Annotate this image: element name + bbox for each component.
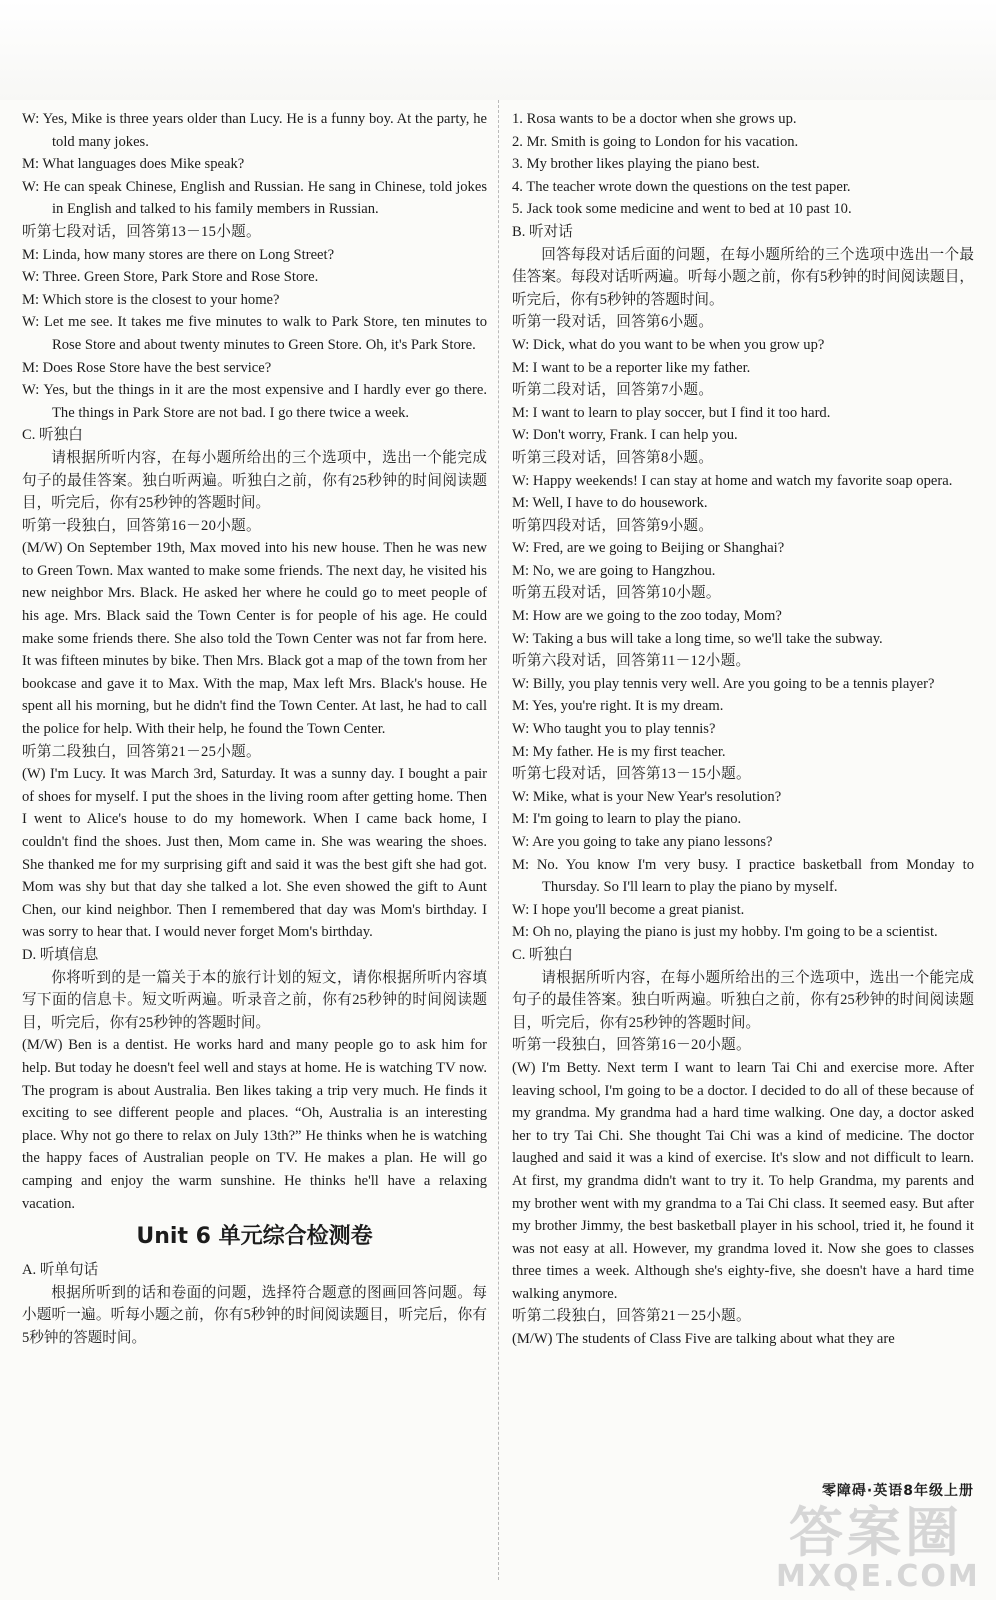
numbered-sentence: 2. Mr. Smith is going to London for his vacation. (512, 133, 799, 150)
section-heading: D. 听填信息 (22, 946, 99, 963)
instruction-paragraph: 回答每段对话后面的问题，在每小题所给的三个选项中选出一个最佳答案。每段对话听两遍。听每小题之前，你有5秒钟的时间阅读题目，听完后，你有5秒钟的答题时间。 (512, 246, 974, 308)
dialogue-line: M: Oh no, playing the piano is just my hobby. I'm going to be a scientist. (512, 924, 938, 941)
dialogue-line: M: I want to learn to play soccer, but I find it too hard. (512, 404, 831, 421)
prompt-line: 听第一段对话，回答第6小题。 (512, 314, 714, 331)
dialogue-line: W: Who taught you to play tennis? (512, 721, 716, 738)
dialogue-line: W: Taking a bus will take a long time, so we'll take the subway. (512, 630, 883, 647)
numbered-sentence: 5. Jack took some medicine and went to bed at 10 past 10. (512, 201, 852, 218)
dialogue-line: M: No. You know I'm very busy. I practice basketball from Monday to Thursday. So I'll learn to play the piano by myself. (512, 856, 974, 896)
section-heading: B. 听对话 (512, 223, 573, 240)
monologue-paragraph: (W) I'm Betty. Next term I want to learn Tai Chi and exercise more. After leaving school, I'm going to be a doctor. I decided to do all of these because of my grandma. My grandma had a hard time walking. One day, a doctor asked her to try Tai Chi. She thought Tai Chi was a kind of medicine. The doctor laughed and said it was a kind of exercise. It's slow and not difficult to learn. At first, my grandma didn't want to try it. To help Grandma, my parents and my brother went with my grandma to a Tai Chi class. It seemed easy. But after my brother Jimmy, the best basketball player in his school, tried it, he found it was not easy at all. However, my grandma loved it. Now she goes to classes three times a week. Although she's eighty-five, she doesn't have a hard time walking anymore. (512, 1059, 974, 1302)
prompt-line: 听第五段对话，回答第10小题。 (512, 585, 721, 602)
prompt-line: 听第一段独白，回答第16－20小题。 (22, 517, 261, 534)
unit-title: Unit 6 单元综合检测卷 (136, 1224, 373, 1250)
prompt-line: 听第四段对话，回答第9小题。 (512, 517, 714, 534)
instruction-paragraph: 你将听到的是一篇关于本的旅行计划的短文，请你根据所听内容填写下面的信息卡。短文听两遍。听录音之前，你有25秒钟的时间阅读题目，听完后，你有25秒钟的答题时间。 (22, 969, 487, 1031)
prompt-line: 听第七段对话，回答第13－15小题。 (22, 223, 261, 240)
numbered-sentence: 1. Rosa wants to be a doctor when she grows up. (512, 111, 797, 127)
dialogue-line: M: Which store is the closest to your home? (22, 291, 280, 308)
dialogue-line: W: Let me see. It takes me five minutes to walk to Park Store, ten minutes to Rose Store and about twenty minutes to Green Store. Oh, it's Park Store. (22, 314, 487, 353)
dialogue-line: W: Dick, what do you want to be when you grow up? (512, 336, 825, 353)
prompt-line: 听第二段独白，回答第21－25小题。 (22, 743, 261, 760)
dialogue-line: M: I want to be a reporter like my father. (512, 359, 751, 376)
dialogue-line: W: Yes, Mike is three years older than Lucy. He is a funny boy. At the party, he told many jokes. (22, 111, 487, 150)
numbered-sentence: 4. The teacher wrote down the questions on the test paper. (512, 178, 851, 195)
dialogue-line: M: I'm going to learn to play the piano. (512, 811, 742, 828)
dialogue-line: M: How are we going to the zoo today, Mom? (512, 608, 782, 625)
instruction-paragraph: 请根据所听内容，在每小题所给出的三个选项中，选出一个能完成句子的最佳答案。独白听两遍。听独白之前，你有25秒钟的时间阅读题目，听完后，你有25秒钟的答题时间。 (512, 969, 974, 1031)
monologue-paragraph: (M/W) On September 19th, Max moved into his new house. Then he was new to Green Town. Max wanted to make some friends. The next day, he visited his new neighbor Mrs. Black. He asked her where he could go to meet people of his age. Mrs. Black said the Town Center is for people of his age. He could make some friends there. She also told the Town Center was not far from here. It was fifteen minutes by bike. Then Mrs. Black got a map of the town from her bookcase and gave it to Max. With the map, Max left Mrs. Black's house. He spent all his morning, but he didn't find the Town Center. At last, he had to call the police for help. With their help, he found the Town Center. (22, 540, 487, 738)
prompt-line: 听第六段对话，回答第11－12小题。 (512, 653, 751, 670)
section-heading: C. 听独白 (22, 427, 83, 444)
left-column (22, 108, 487, 1349)
monologue-paragraph: (W) I'm Lucy. It was March 3rd, Saturday. It was a sunny day. I bought a pair of shoes for myself. I put the shoes in the living room after getting home. Then I went to Alice's house to do my homework. When I came back home, I couldn't find the shoes. Just then, Mom came in. She was wearing the shoes. She thanked me for my surprising gift and said it was the best gift she had got. Mom was shy but that day she talked a lot. She even showed the gift to Aunt Chen, our kind neighbor. Then I remembered that day was Mom's birthday. I was sorry to hear that. I would never forget Mom's birthday. (22, 766, 487, 941)
dialogue-line: M: My father. He is my first teacher. (512, 743, 726, 760)
scan-header-band (0, 0, 996, 100)
prompt-line: 听第七段对话，回答第13－15小题。 (512, 766, 751, 783)
dialogue-line: W: Yes, but the things in it are the most expensive and I hardly ever go there. The things in Park Store are not bad. I go there twice a week. (22, 382, 487, 421)
dialogue-line: M: No, we are going to Hangzhou. (512, 562, 716, 579)
dialogue-line: W: Billy, you play tennis very well. Are you going to be a tennis player? (512, 675, 935, 692)
monologue-paragraph: (M/W) The students of Class Five are talking about what they are (512, 1331, 895, 1348)
dialogue-line: W: I hope you'll become a great pianist. (512, 901, 745, 918)
column-divider (498, 100, 499, 1580)
prompt-line: 听第二段独白，回答第21－25小题。 (512, 1308, 751, 1325)
section-heading: A. 听单句话 (22, 1262, 99, 1279)
section-heading: C. 听独白 (512, 946, 573, 963)
dialogue-line: M: Linda, how many stores are there on Long Street? (22, 246, 335, 263)
prompt-line: 听第二段对话，回答第7小题。 (512, 382, 714, 399)
dialogue-line: W: Happy weekends! I can stay at home and watch my favorite soap opera. (512, 472, 953, 489)
instruction-paragraph: 请根据所听内容，在每小题所给出的三个选项中，选出一个能完成句子的最佳答案。独白听两遍。听独白之前，你有25秒钟的时间阅读题目，听完后，你有25秒钟的答题时间。 (22, 449, 487, 512)
watermark-logo (776, 1501, 980, 1594)
dialogue-line: W: Don't worry, Frank. I can help you. (512, 427, 738, 444)
instruction-paragraph: 根据所听到的话和卷面的问题，选择符合题意的图画回答问题。每小题听一遍。听每小题之前，你有5秒钟的时间阅读题目，听完后，你有5秒钟的答题时间。 (22, 1284, 487, 1346)
dialogue-line: W: Are you going to take any piano lessons? (512, 834, 773, 850)
watermark-en: MXQE.COM (776, 1559, 980, 1594)
page-footer: 零障碍·英语8年级上册 (821, 1483, 974, 1499)
dialogue-line: M: Well, I have to do housework. (512, 495, 708, 512)
monologue-paragraph: (M/W) Ben is a dentist. He works hard and many people go to ask him for help. But today he doesn't feel well and stays at home. He is watching TV now. The program is about Australia. Ben likes taking a trip very much. He finds it exciting to see different people and places. “Oh, Australia is an interesting place. Why not go there to relax on July 13th?” He thinks when he is watching the happy faces of Australian people on TV. He makes a plan. He will go camping and enjoy the warm sunshine. He thinks he'll have a relaxing vacation. (22, 1037, 487, 1212)
dialogue-line: M: Yes, you're right. It is my dream. (512, 698, 724, 715)
dialogue-line: W: Three. Green Store, Park Store and Rose Store. (22, 269, 319, 286)
right-column (512, 108, 974, 1351)
watermark-cn: 答案圈 (789, 1501, 963, 1564)
dialogue-line: M: What languages does Mike speak? (22, 156, 245, 173)
prompt-line: 听第一段独白，回答第16－20小题。 (512, 1037, 751, 1054)
dialogue-line: M: Does Rose Store have the best service? (22, 359, 272, 376)
dialogue-line: W: Mike, what is your New Year's resolution? (512, 788, 782, 805)
dialogue-line: W: He can speak Chinese, English and Russian. He sang in Chinese, told jokes in English and talked to his family members in Russian. (22, 178, 487, 218)
prompt-line: 听第三段对话，回答第8小题。 (512, 449, 714, 466)
dialogue-line: W: Fred, are we going to Beijing or Shanghai? (512, 540, 785, 557)
numbered-sentence: 3. My brother likes playing the piano best. (512, 156, 760, 173)
